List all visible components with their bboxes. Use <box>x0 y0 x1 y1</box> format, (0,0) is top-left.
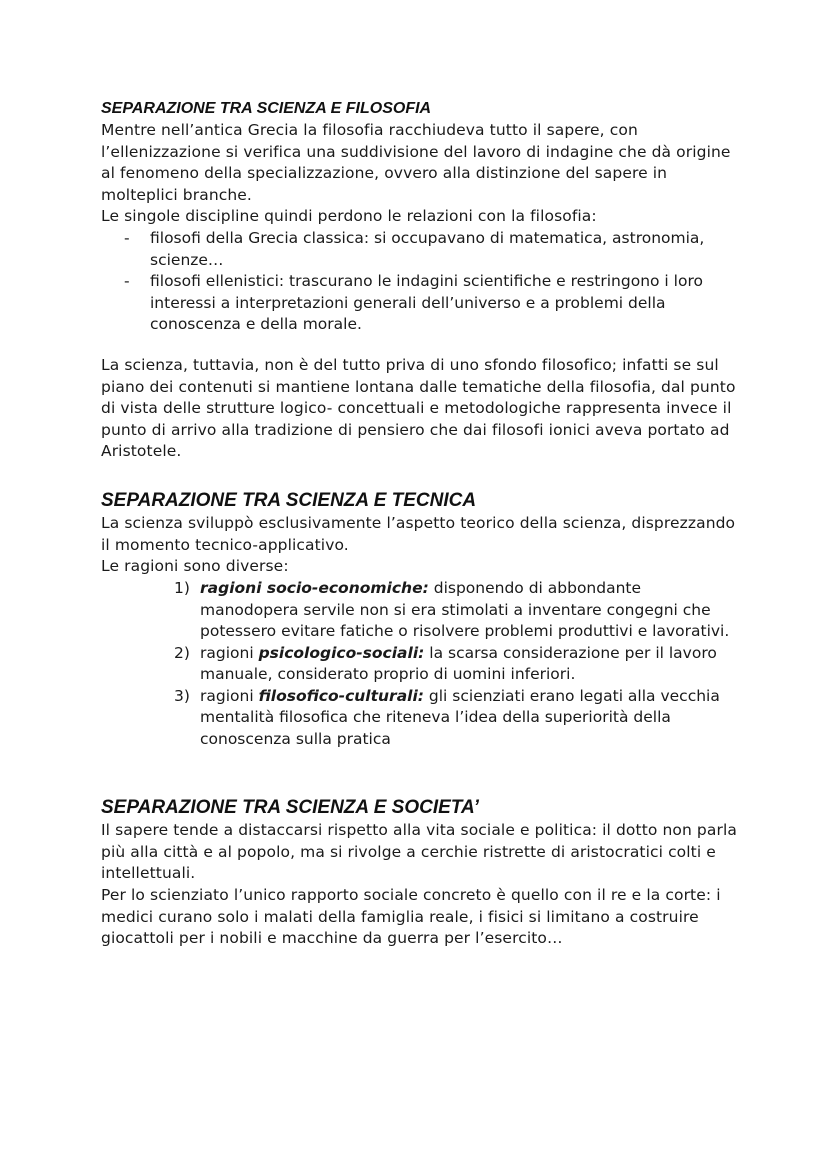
paragraph-sfondo-filosofico: La scienza, tuttavia, non è del tutto priva di uno sfondo filosofico; infatti se sul piano dei contenuti si mantiene lontana dalle tematiche della filosofia, dal punto di vista delle strutture logico- concettuali e metodologiche rappresenta invece il punto di arrivo alla tradizione di pensiero che dai filosofi ionici aveva portato ad Aristotele. <box>101 356 736 460</box>
list-number: 3) <box>174 686 190 705</box>
list-item <box>174 686 734 751</box>
list-item-prefix: ragioni <box>200 686 259 705</box>
list-item-text: filosofi della Grecia classica: si occupavano di matematica, astronomia, scienze… <box>150 229 705 269</box>
dash-list <box>101 228 741 336</box>
list-item-text: filosofi ellenistici: trascurano le indagini scientifiche e restringono i loro interessi a interpretazioni generali dell’universo e a problemi della conoscenza e della morale. <box>150 272 703 333</box>
numbered-list <box>174 578 734 750</box>
list-item <box>174 578 734 643</box>
list-number: 2) <box>174 643 190 662</box>
section-title-societa: SEPARAZIONE TRA SCIENZA E SOCIETA’ <box>101 797 479 818</box>
list-item <box>101 271 741 336</box>
section-title-filosofia: SEPARAZIONE TRA SCIENZA E FILOSOFIA <box>101 100 432 117</box>
list-item <box>174 643 734 686</box>
paragraph-discipline: Le singole discipline quindi perdono le relazioni con la filosofia: <box>101 207 597 225</box>
list-item-text: disponendo di abbondante manodopera servile non si era stimolati a inventare congegni che potessero evitare fatiche o risolvere problemi produttivi e lavorativi. <box>200 579 730 640</box>
list-item-emphasis: psicologico-sociali: <box>258 643 425 662</box>
paragraph-ragioni: Le ragioni sono diverse: <box>101 557 289 575</box>
list-item-text: la scarsa considerazione per il lavoro manuale, considerato proprio di uomini inferiori. <box>200 643 717 683</box>
list-item-emphasis: filosofico-culturali: <box>258 686 424 705</box>
list-marker: - <box>124 229 130 247</box>
paragraph-tecnica: La scienza sviluppò esclusivamente l’aspetto teorico della scienza, disprezzando il momento tecnico-applicativo. <box>101 514 736 554</box>
list-item-prefix: ragioni <box>200 643 259 662</box>
paragraph-scienziato: Per lo scienziato l’unico rapporto sociale concreto è quello con il re e la corte: i medici curano solo i malati della famiglia reale, i fisici si limitano a costruire giocattoli per i nobili e macchine da guerra per l’esercito… <box>101 886 721 947</box>
list-item <box>101 228 741 271</box>
list-item-emphasis: ragioni socio-economiche: <box>200 579 429 597</box>
paragraph-sapere: Il sapere tende a distaccarsi rispetto alla vita sociale e politica: il dotto non parla più alla città e al popolo, ma si rivolge a cerchie ristrette di aristocratici colti e intellettuali. <box>101 821 737 882</box>
list-number: 1) <box>174 579 190 597</box>
section-title-tecnica: SEPARAZIONE TRA SCIENZA E TECNICA <box>101 490 477 511</box>
list-marker: - <box>124 272 130 290</box>
paragraph-intro: Mentre nell’antica Grecia la filosofia racchiudeva tutto il sapere, con l’ellenizzazione si verifica una suddivisione del lavoro di indagine che dà origine al fenomeno della specializzazione, ovvero alla distinzione del sapere in molteplici branche. <box>101 121 731 204</box>
list-item-text: gli scienziati erano legati alla vecchia mentalità filosofica che riteneva l’idea della superiorità della conoscenza sulla pratica <box>200 686 720 748</box>
